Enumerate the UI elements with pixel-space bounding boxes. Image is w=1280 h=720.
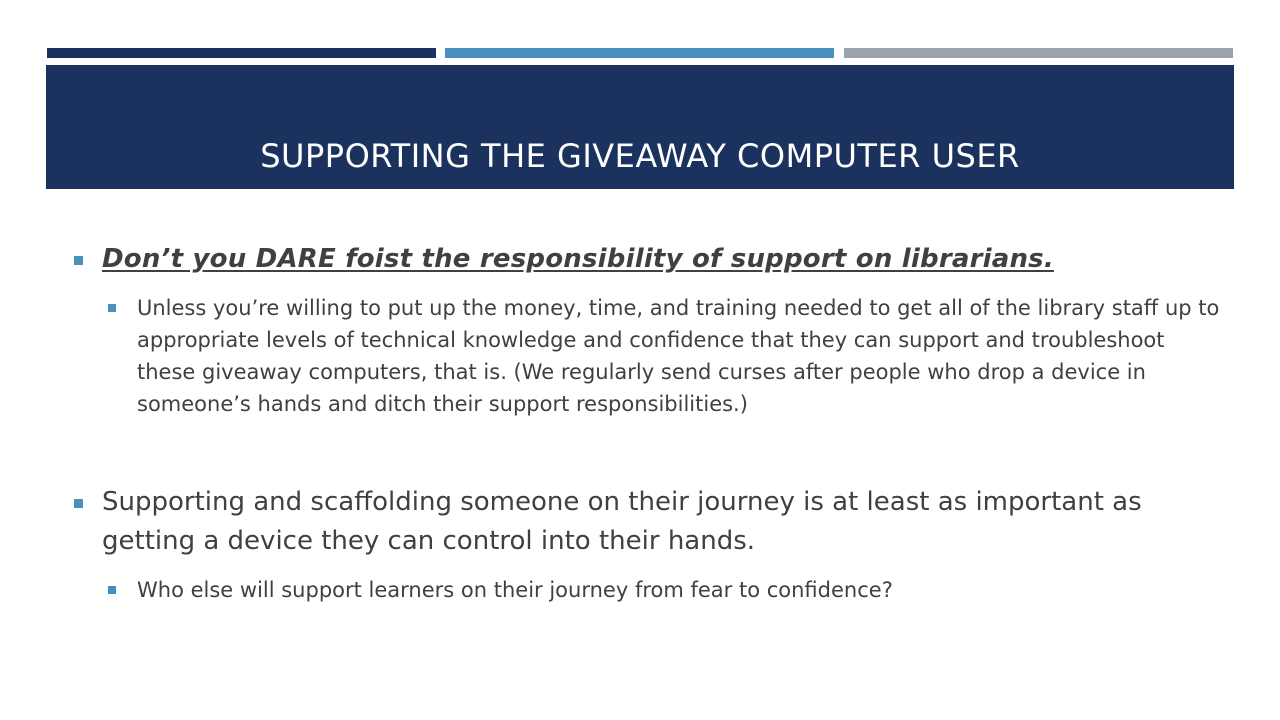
bullet-1: [102, 240, 1232, 279]
bullet-1-sub-1: [137, 292, 1222, 420]
bullet-square-icon: [74, 256, 83, 265]
title-band: [46, 65, 1234, 189]
slide-title: SUPPORTING THE GIVEAWAY COMPUTER USER: [260, 137, 1020, 175]
bullet-1-sub-1-text: Unless you’re willing to put up the money, time, and training needed to get all of the library staff up to appropriate levels of technical knowledge and confidence that they can support and troubleshoot these giveaway computers, that is. (We regularly send curses after people who drop a device in someone’s hands and ditch their support responsibilities.): [137, 296, 1220, 416]
accent-bar-gray: [844, 48, 1233, 58]
bullet-2-sub-1-text: Who else will support learners on their journey from fear to confidence?: [137, 578, 893, 602]
bullet-square-icon: [108, 304, 116, 312]
bullet-2-text: Supporting and scaffolding someone on their journey is at least as important as getting a device they can control into their hands.: [102, 487, 1142, 556]
bullet-2: [102, 483, 1232, 561]
bullet-square-icon: [108, 586, 116, 594]
accent-bar-blue: [445, 48, 834, 58]
accent-bar-dark: [47, 48, 436, 58]
bullet-square-icon: [74, 499, 83, 508]
bullet-2-sub-1: [137, 574, 1222, 606]
bullet-1-text: Don’t you DARE foist the responsibility of support on librarians.: [102, 244, 1054, 274]
